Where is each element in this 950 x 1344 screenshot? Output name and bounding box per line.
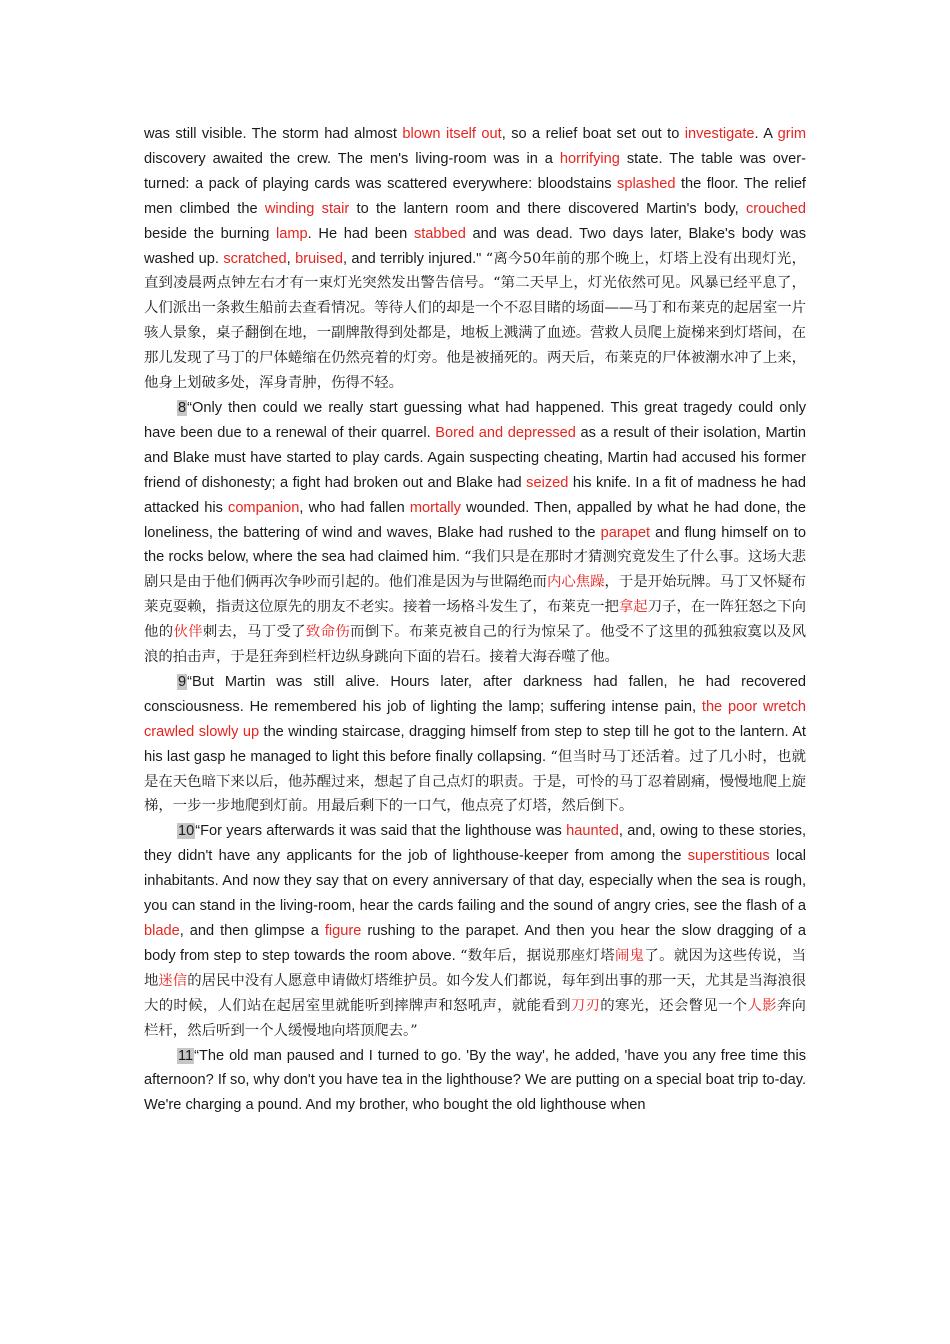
chinese-translation-text: “但当时马丁还活着。过了几小时，也就是在天色暗下来以后，他苏醒过来，想起了自己点灯的职责。于是，可怜的马丁忍着剧痛，慢慢地爬上旋梯，一步一步地爬到灯前。用最后剩下的一口气，他点亮了灯塔，然后倒下。	[144, 748, 806, 815]
chinese-translation-text: ，于是开始玩牌。马丁又怀疑布莱克耍赖，指责这位原先的朋友不老实。接着一场格斗发生了，布莱克一把	[144, 574, 807, 616]
body-text: state. The table was over-turned: a pack of playing cards was scattered everywhere: bloodstains	[144, 150, 806, 192]
highlighted-vocabulary: haunted	[566, 823, 619, 840]
body-text: beside the burning	[144, 225, 277, 242]
highlighted-vocabulary: 人影	[747, 997, 777, 1014]
body-text: . A	[754, 126, 778, 142]
body-text: wounded. Then, appalled by what he had done, the loneliness, the battering of wind and waves, Blake had rushed to the	[144, 499, 806, 541]
highlighted-vocabulary: 内心焦躁	[546, 574, 605, 591]
chinese-translation-text: “我们只是在那时才猜测究竟发生了什么事。这场大悲剧只是由于他们俩再次争吵而引起的。他们准是因为与世隔绝而	[144, 549, 807, 591]
body-text: local inhabitants. And now they say that on every anniversary of that day, especially when the sea is rough, you can stand in the living-room, hear the cards failing and the sound of angry cries, see the flash of a	[144, 848, 806, 915]
body-text: and flung himself on to the rocks below, where the sea had claimed him.	[144, 524, 806, 566]
body-text: , so a relief boat set out to	[501, 126, 685, 142]
document-page	[144, 122, 806, 1118]
body-text: , and, owing to these stories, they didn't have any applicants for the job of lighthouse-keeper from among the	[144, 823, 807, 865]
body-text: discovery awaited the crew. The men's living-room was in a	[144, 150, 560, 167]
highlighted-vocabulary: crouched	[745, 200, 806, 217]
highlighted-vocabulary: blade	[144, 923, 180, 939]
body-text: , and then glimpse a	[179, 923, 325, 939]
body-text: . He had been	[307, 225, 414, 242]
body-text: rushing to the parapet. And then you hear the slow dragging of a body from step to step towards the room above.	[144, 923, 806, 964]
paragraph-number: 11	[178, 1047, 194, 1064]
body-text: the floor. The relief men climbed the	[144, 175, 806, 217]
highlighted-vocabulary: 伙伴	[173, 624, 203, 641]
chinese-translation-text: 刺去，马丁受了	[202, 624, 306, 641]
highlighted-vocabulary: scratched	[223, 250, 287, 267]
paragraph-number: 8	[178, 399, 187, 416]
highlighted-vocabulary: 致命伤	[305, 624, 351, 641]
highlighted-vocabulary: the poor wretch crawled slowly up	[144, 698, 806, 740]
body-text: ,	[286, 250, 296, 267]
highlighted-vocabulary: figure	[324, 923, 362, 939]
highlighted-vocabulary: 迷信	[158, 972, 188, 989]
body-text: “But Martin was still alive. Hours later, after darkness had fallen, he had recovered consciousness. He remembered his job of lighting the lamp; suffering intense pain,	[144, 673, 806, 715]
highlighted-vocabulary: parapet	[600, 524, 651, 541]
chinese-translation-text: 刀子，在一阵狂怒之下向他的	[144, 599, 807, 641]
paragraph-number: 9	[178, 673, 187, 690]
highlighted-vocabulary: winding stair	[264, 200, 350, 217]
paragraph-p8	[144, 396, 806, 670]
highlighted-vocabulary: blown itself out	[402, 126, 502, 142]
highlighted-vocabulary: superstitious	[687, 848, 770, 865]
paragraph-p7-cont	[144, 122, 806, 396]
chinese-translation-text: 而倒下。布莱克被自己的行为惊呆了。他受不了这里的孤独寂寞以及风浪的拍击声，于是狂奔到栏杆边纵身跳向下面的岩石。接着大海吞噬了他。	[144, 624, 806, 666]
chinese-translation-text: 了。就因为这些传说，当地	[144, 947, 806, 989]
body-text: “The old man paused and I turned to go. 'By the way', he added, 'have you any free time this afternoon? If so, why don't you have tea in the lighthouse? We are putting on a special boat trip to-day. We're charging a pound. And my brother, who bought the old lighthouse when	[144, 1047, 806, 1114]
body-text: “Only then could we really start guessing what had happened. This great tragedy could only have been due to a renewal of their quarrel.	[144, 399, 806, 441]
chinese-translation-text: “离今50年前的那个晚上，灯塔上没有出现灯光，直到凌晨两点钟左右才有一束灯光突然发出警告信号。“第二天早上，灯光依然可见。风暴已经平息了，人们派出一条救生船前去查看情况。等待人们的却是一个不忍目睹的场面——马丁和布莱克的起居室一片骇人景象，桌子翻倒在地，一副牌散得到处都是，地板上溅满了血迹。营救人员爬上旋梯来到灯塔间，在那儿发现了马丁的尸体蜷缩在仍然亮着的灯旁。他是被捅死的。两天后，布莱克的尸体被潮水冲了上来，他身上划破多处，浑身青肿，伤得不轻。	[144, 250, 807, 392]
body-text: “For years afterwards it was said that the lighthouse was	[195, 823, 567, 840]
highlighted-vocabulary: grim	[777, 126, 806, 142]
body-text: and was dead. Two days later, Blake's body was washed up.	[144, 225, 807, 267]
highlighted-vocabulary: horrifying	[559, 150, 620, 167]
highlighted-vocabulary: stabbed	[413, 225, 466, 242]
body-text: was still visible. The storm had almost	[144, 126, 403, 142]
chinese-translation-text: 奔向栏杆，然后听到一个人缓慢地向塔顶爬去。”	[144, 997, 806, 1039]
chinese-translation-text: “数年后，据说那座灯塔	[460, 947, 615, 964]
body-text: to the lantern room and there discovered Martin's body,	[349, 200, 746, 217]
highlighted-vocabulary: lamp	[276, 225, 308, 242]
body-text: , who had fallen	[299, 499, 410, 516]
highlighted-vocabulary: mortally	[409, 499, 461, 516]
paragraph-p11	[144, 1044, 806, 1119]
paragraph-p9	[144, 670, 806, 819]
highlighted-vocabulary: companion	[228, 499, 300, 516]
highlighted-vocabulary: seized	[526, 474, 569, 491]
highlighted-vocabulary: investigate	[684, 126, 755, 142]
body-text: his knife. In a fit of madness he had attacked his	[144, 474, 807, 516]
body-text: , and terribly injured."	[342, 250, 486, 267]
chinese-translation-text: 的居民中没有人愿意申请做灯塔维护员。如今发人们都说，每年到出事的那一天，尤其是当海浪很大的时候，人们站在起居室里就能听到摔牌声和怒吼声，就能看到	[144, 972, 807, 1014]
highlighted-vocabulary: bruised	[295, 250, 343, 267]
paragraph-p10	[144, 819, 806, 1043]
paragraph-number: 10	[178, 823, 195, 840]
highlighted-vocabulary: 刀刃	[570, 997, 601, 1014]
highlighted-vocabulary: 闹鬼	[614, 947, 645, 964]
highlighted-vocabulary: splashed	[617, 175, 676, 192]
highlighted-vocabulary: 拿起	[618, 599, 648, 616]
body-text: as a result of their isolation, Martin and Blake must have started to play cards. Again suspecting cheating, Martin had accused his former friend of dishonesty; a fight had broken out and Blake had	[144, 424, 806, 491]
chinese-translation-text: 的寒光，还会瞥见一个	[600, 997, 748, 1014]
highlighted-vocabulary: Bored and depressed	[435, 424, 576, 441]
body-text: the winding staircase, dragging himself from step to step till he got to the lantern. At his last gasp he managed to light this before finally collapsing.	[144, 723, 806, 765]
